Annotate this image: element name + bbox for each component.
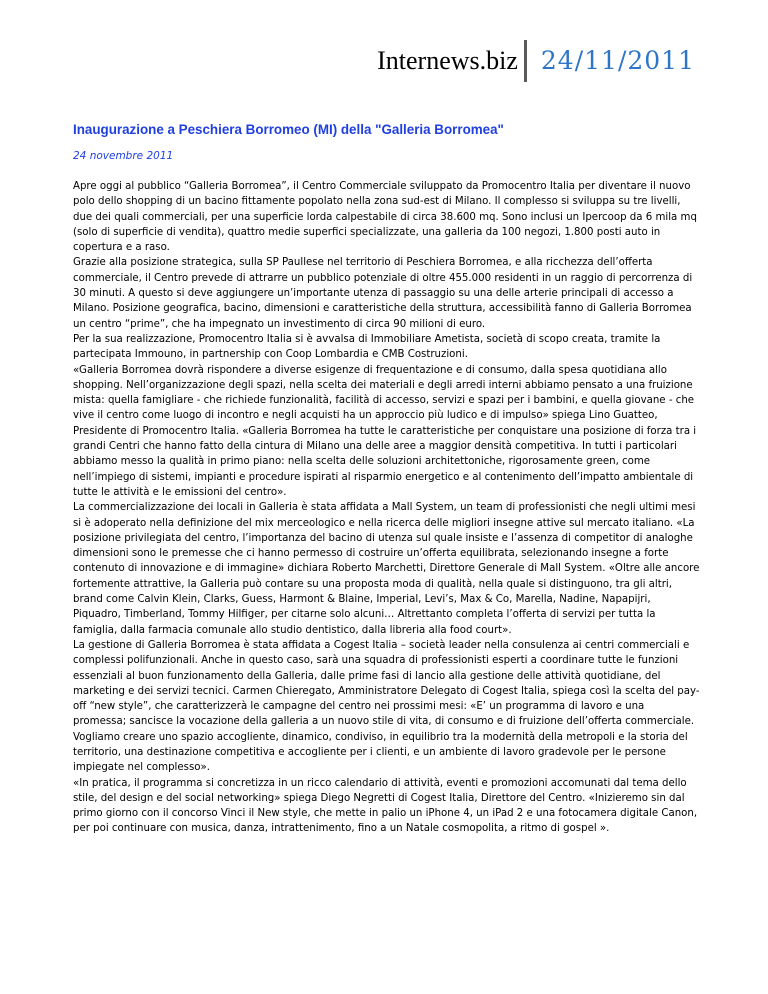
article-paragraph: Per la sua realizzazione, Promocentro Italia si è avvalsa di Immobiliare Ametista, società di scopo creata, tramite la partecipata Immouno, in partnership con Coop Lombardia e CMB Costruzioni. <box>73 333 661 361</box>
article-date: 24 novembre 2011 <box>73 150 174 162</box>
article-title: Inaugurazione a Peschiera Borromeo (MI) della "Galleria Borromea" <box>73 122 504 137</box>
article-paragraph: La commercializzazione dei locali in Galleria è stata affidata a Mall System, un team di professionisti che negli ultimi mesi si è adoperato nella definizione del mix merceologico e nella ricerca delle migliori insegne attive sul mercato italiano. «La posizione privilegiata del centro, l’importanza del bacino di utenza sul quale insiste e l’assenza di competitor di analoghe dimensioni sono le premesse che ci hanno permesso di costruire un’offerta equilibrata, selezionando insegne a forte contenuto di innovazione e di immagine» dichiara Roberto Marchetti, Direttore Generale di Mall System. «Oltre alle ancore fortemente attrattive, la Galleria può contare su una proposta moda di qualità, nella quale si distinguono, tra gli altri, brand come Calvin Klein, Clarks, Guess, Harmont & Blaine, Imperial, Levi’s, Max & Co, Marella, Nadine, Napapijri, Piquadro, Timberland, Tommy Hilfiger, per citarne solo alcuni… Altrettanto completa l’offerta di servizi per tutta la famiglia, dalla farmacia comunale allo studio dentistico, dalla libreria alla food court». <box>73 502 700 636</box>
page-header <box>377 40 695 82</box>
article-paragraph: «In pratica, il programma si concretizza in un ricco calendario di attività, eventi e promozioni accomunati dal tema dello stile, del design e del social networking» spiega Diego Negretti di Cogest Italia, Direttore del Centro. «Inizieremo sin dal primo giorno con il concorso Vinci il New style, che mette in palio un iPhone 4, un iPad 2 e una fotocamera digitale Canon, per poi continuare con musica, danza, intrattenimento, fino a un Natale cosmopolita, a ritmo di gospel ». <box>73 777 698 835</box>
article-body <box>73 179 700 837</box>
article-paragraph: «Galleria Borromea dovrà rispondere a diverse esigenze di frequentazione e di consumo, dalla spesa quotidiana allo shopping. Nell’organizzazione degli spazi, nella scelta dei materiali e degli arredi interni abbiamo pensato a una fruizione mista: quella famigliare - che richiede funzionalità, facilità di accesso, servizi e spazi per i bambini, e quella giovane - che vive il centro come luogo di incontro e negli acquisti ha un approccio più ludico e di impulso» spiega Lino Guatteo, Presidente di Promocentro Italia. «Galleria Borromea ha tutte le caratteristiche per conquistare una posizione di forza tra i grandi Centri che hanno fatto della cintura di Milano una delle aree a maggior densità competitiva. In tutti i particolari abbiamo messo la qualità in primo piano: nella scelta delle soluzioni architettoniche, rigorosamente green, come nell’impiego di sistemi, impianti e procedure ispirati al risparmio energetico e al contenimento dell’impatto ambientale di tutte le attività e le emissioni del centro». <box>73 364 697 498</box>
site-name: Internews.biz <box>377 46 518 75</box>
header-divider <box>524 40 527 82</box>
article-paragraph: Grazie alla posizione strategica, sulla SP Paullese nel territorio di Peschiera Borromea, e alla ricchezza dell’offerta commerciale, il Centro prevede di attrarre un pubblico potenziale di oltre 455.000 residenti in un raggio di percorrenza di 30 minuti. A questo si deve aggiungere un’importante utenza di passaggio su una delle arterie principali di accesso a Milano. Posizione geografica, bacino, dimensioni e caratteristiche della struttura, accessibilità fanno di Galleria Borromea un centro “prime”, che ha impegnato un investimento di circa 90 milioni di euro. <box>73 257 693 330</box>
article-paragraph: Apre oggi al pubblico “Galleria Borromea”, il Centro Commerciale sviluppato da Promocentro Italia per diventare il nuovo polo dello shopping di un bacino fittamente popolato nella zona sud-est di Milano. Il complesso si sviluppa su tre livelli, due dei quali commerciali, per una superficie lorda calpestabile di circa 38.600 mq. Sono inclusi un Ipercoop da 6 mila mq (solo di superficie di vendita), quattro medie superfici specializzate, una galleria da 100 negozi, 1.800 posti auto in copertura e a raso. <box>73 181 697 254</box>
article-paragraph: La gestione di Galleria Borromea è stata affidata a Cogest Italia – società leader nella consulenza ai centri commerciali e complessi polifunzionali. Anche in questo caso, sarà una squadra di professionisti esperti a coordinare tutte le funzioni essenziali al buon funzionamento della Galleria, dalle prime fasi di lancio alla gestione delle attività quotidiane, del marketing e dei servizi tecnici. Carmen Chieregato, Amministratore Delegato di Cogest Italia, spiega così la scelta del pay-off “new style”, che caratterizzerà le campagne del centro nei prossimi mesi: «E’ un programma di lavoro e una promessa; sancisce la vocazione della galleria a un nuovo stile di vita, di consumo e di fruizione dell’offerta commerciale. Vogliamo creare uno spazio accogliente, dinamico, condiviso, in equilibrio tra la modernità della metropoli e la storia del territorio, una destinazione competitiva e accogliente per i clienti, e un ambiente di lavoro gradevole per le persone impiegate nel complesso». <box>73 639 700 774</box>
header-date: 24/11/2011 <box>540 46 695 75</box>
